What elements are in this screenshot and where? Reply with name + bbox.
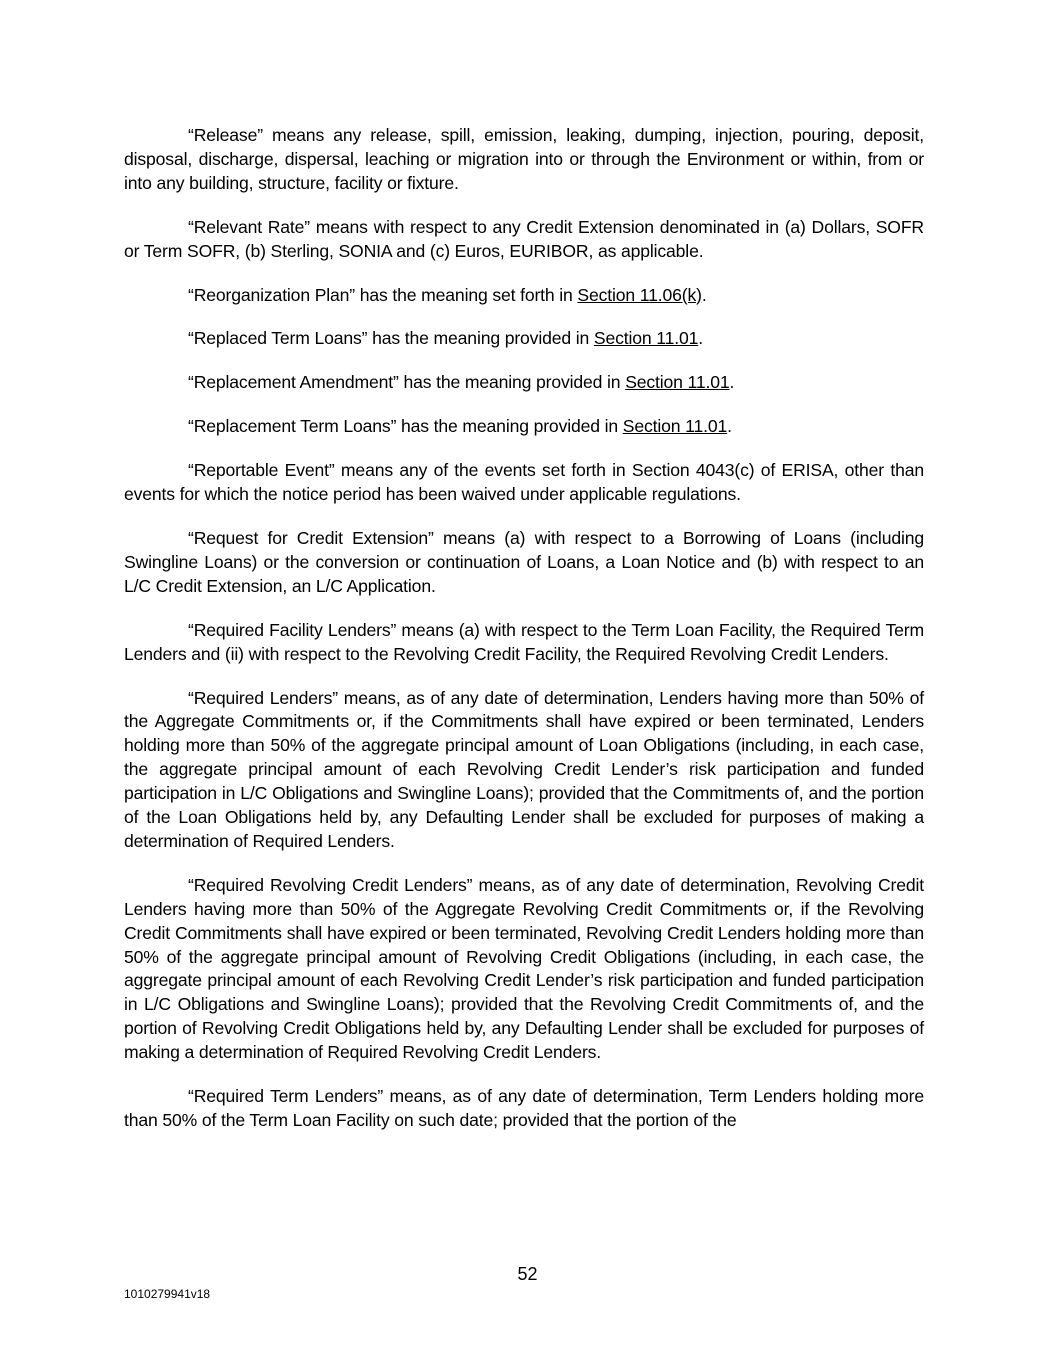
definitions-section <box>124 124 924 1153</box>
definition-required-term-lenders: “Required Term Lenders” means, as of any date of determination, Term Lenders holding more than 50% of the Term Loan Facility on such date; provided that the portion of the <box>124 1086 924 1130</box>
definition-replacement-term-loans: “Replacement Term Loans” has the meaning provided in Section 11.01. <box>188 416 732 437</box>
definition-required-revolving-credit-lenders: “Required Revolving Credit Lenders” means, as of any date of determination, Revolving Credit Lenders having more than 50% of the Aggregate Revolving Credit Commitments or, if the Revolving Credit Commitments shall have expired or been terminated, Revolving Credit Lenders holding more than 50% of the aggregate principal amount of Revolving Credit Obligations (including, in each case, the aggregate principal amount of each Revolving Credit Lender’s risk participation and funded participation in L/C Obligations and Swingline Loans); provided that the Revolving Credit Commitments of, and the portion of Revolving Credit Obligations held by, any Defaulting Lender shall be excluded for purposes of making a determination of Required Revolving Credit Lenders. <box>124 874 924 1063</box>
definition-replacement-amendment: “Replacement Amendment” has the meaning provided in Section 11.01. <box>188 372 735 393</box>
definition-reportable-event: “Reportable Event” means any of the events set forth in Section 4043(c) of ERISA, other than events for which the notice period has been waived under applicable regulations. <box>124 460 924 505</box>
definition-release: “Release” means any release, spill, emission, leaking, dumping, injection, pouring, deposit, disposal, discharge, dispersal, leaching or migration into or through the Environment or within, from or into any building, structure, facility or fixture. <box>124 125 924 193</box>
definition-reorganization-plan: “Reorganization Plan” has the meaning set forth in Section 11.06(k). <box>188 284 707 305</box>
definition-replaced-term-loans: “Replaced Term Loans” has the meaning provided in Section 11.01. <box>188 328 703 349</box>
definition-request-for-credit-extension: “Request for Credit Extension” means (a) with respect to a Borrowing of Loans (including Swingline Loans) or the conversion or continuation of Loans, a Loan Notice and (b) with respect to an L/C Credit Extension, an L/C Application. <box>124 527 924 596</box>
section-reference-link[interactable]: Section 11.01 <box>625 372 730 393</box>
section-reference-link[interactable]: Section 11.06(k) <box>577 284 702 305</box>
page-number: 52 <box>517 1264 538 1284</box>
definition-required-facility-lenders: “Required Facility Lenders” means (a) with respect to the Term Loan Facility, the Required Term Lenders and (ii) with respect to the Revolving Credit Facility, the Required Revolving Credit Lenders. <box>124 619 924 664</box>
definition-relevant-rate: “Relevant Rate” means with respect to any Credit Extension denominated in (a) Dollars, SOFR or Term SOFR, (b) Sterling, SONIA and (c) Euros, EURIBOR, as applicable. <box>124 216 924 261</box>
section-reference-link[interactable]: Section 11.01 <box>622 416 728 437</box>
section-reference-link[interactable]: Section 11.01 <box>593 328 699 349</box>
definition-required-lenders: “Required Lenders” means, as of any date of determination, Lenders having more than 50% of the Aggregate Commitments or, if the Commitments shall have expired or been terminated, Lenders holding more than 50% of the aggregate principal amount of Loan Obligations (including, in each case, the aggregate principal amount of each Revolving Credit Lender’s risk participation and funded participation in L/C Obligations and Swingline Loans); provided that the Commitments of, and the portion of the Loan Obligations held by, any Defaulting Lender shall be excluded for purposes of making a determination of Required Lenders. <box>124 687 924 851</box>
document-id: 1010279941v18 <box>124 1287 211 1301</box>
